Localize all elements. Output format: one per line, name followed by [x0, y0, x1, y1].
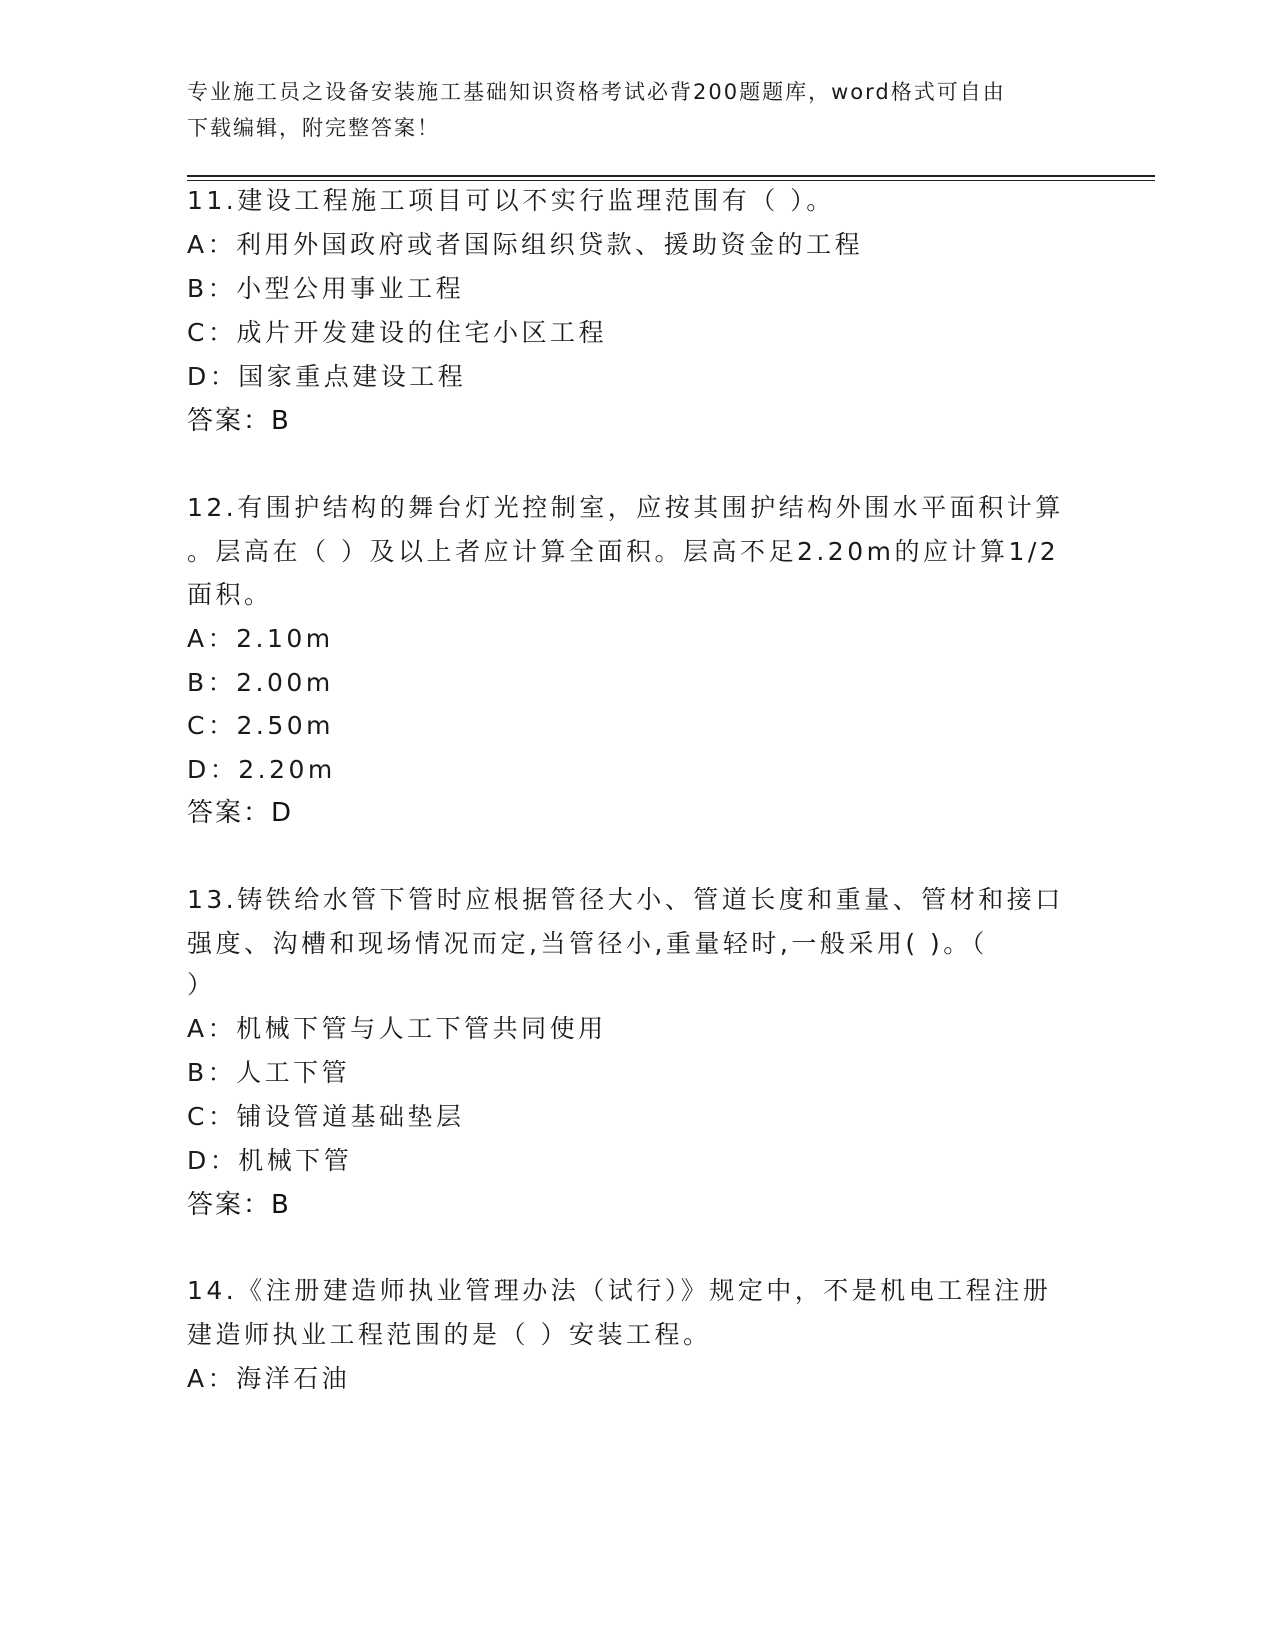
option-d [187, 1145, 1087, 1177]
option-key: A： [187, 1014, 237, 1043]
option-key: D： [187, 755, 239, 784]
header-line-2: 下载编辑，附完整答案！ [187, 116, 440, 140]
question-stem-line: 强度、沟槽和现场情况而定,当管径小,重量轻时,一般采用( )。（ [187, 929, 988, 958]
question-stem-line: 11.建设工程施工项目可以不实行监理范围有（ ）。 [187, 186, 835, 215]
option-key: A： [187, 1364, 237, 1393]
option-text: 2.20m [238, 755, 336, 784]
answer-line: 答案：B [187, 1190, 291, 1220]
header-line-1: 专业施工员之设备安装施工基础知识资格考试必背200题题库，word格式可自由 [187, 80, 1006, 104]
option-text: 成片开发建设的住宅小区工程 [236, 318, 607, 347]
option-a [187, 1363, 1087, 1395]
option-key: B： [187, 274, 237, 303]
option-key: C： [187, 711, 237, 740]
question-stem-line: 13.铸铁给水管下管时应根据管径大小、管道长度和重量、管材和接口 [187, 885, 1064, 914]
option-text: 2.00m [236, 668, 334, 697]
option-text: 机械下管 [238, 1146, 353, 1175]
question-stem-line: 14.《注册建造师执业管理办法（试行）》规定中，不是机电工程注册 [187, 1276, 1052, 1305]
answer-line: 答案：B [187, 406, 291, 436]
answer-line: 答案：D [187, 798, 294, 828]
option-a [187, 229, 1087, 261]
option-c [187, 710, 1087, 742]
option-key: B： [187, 1058, 237, 1087]
question-stem-line: ） [187, 970, 216, 999]
question-stem-line: 建造师执业工程范围的是（ ）安装工程。 [187, 1320, 712, 1349]
option-b [187, 273, 1087, 305]
option-text: 铺设管道基础垫层 [236, 1102, 465, 1131]
header-divider-thin [187, 180, 1155, 181]
option-c [187, 1101, 1087, 1133]
option-d [187, 754, 1087, 786]
option-text: 人工下管 [236, 1058, 351, 1087]
question-stem-line: 。层高在（ ）及以上者应计算全面积。层高不足2.20m的应计算1/2 [187, 537, 1060, 566]
option-key: C： [187, 1102, 237, 1131]
option-a [187, 1013, 1087, 1045]
option-key: A： [187, 624, 237, 653]
option-b [187, 1057, 1087, 1089]
option-text: 利用外国政府或者国际组织贷款、援助资金的工程 [236, 230, 864, 259]
header-divider-thick [187, 175, 1155, 177]
option-text: 海洋石油 [236, 1364, 351, 1393]
option-a [187, 623, 1087, 655]
question-stem-line: 12.有围护结构的舞台灯光控制室，应按其围护结构外围水平面积计算 [187, 493, 1064, 522]
option-text: 2.50m [236, 711, 334, 740]
option-key: B： [187, 668, 237, 697]
option-text: 2.10m [236, 624, 334, 653]
option-key: D： [187, 362, 239, 391]
option-text: 小型公用事业工程 [236, 274, 465, 303]
option-d [187, 361, 1087, 393]
option-key: D： [187, 1146, 239, 1175]
option-c [187, 317, 1087, 349]
option-b [187, 667, 1087, 699]
option-text: 机械下管与人工下管共同使用 [236, 1014, 607, 1043]
document-header [187, 74, 1067, 146]
option-text: 国家重点建设工程 [238, 362, 467, 391]
option-key: C： [187, 318, 237, 347]
option-key: A： [187, 230, 237, 259]
question-stem-line: 面积。 [187, 580, 273, 609]
